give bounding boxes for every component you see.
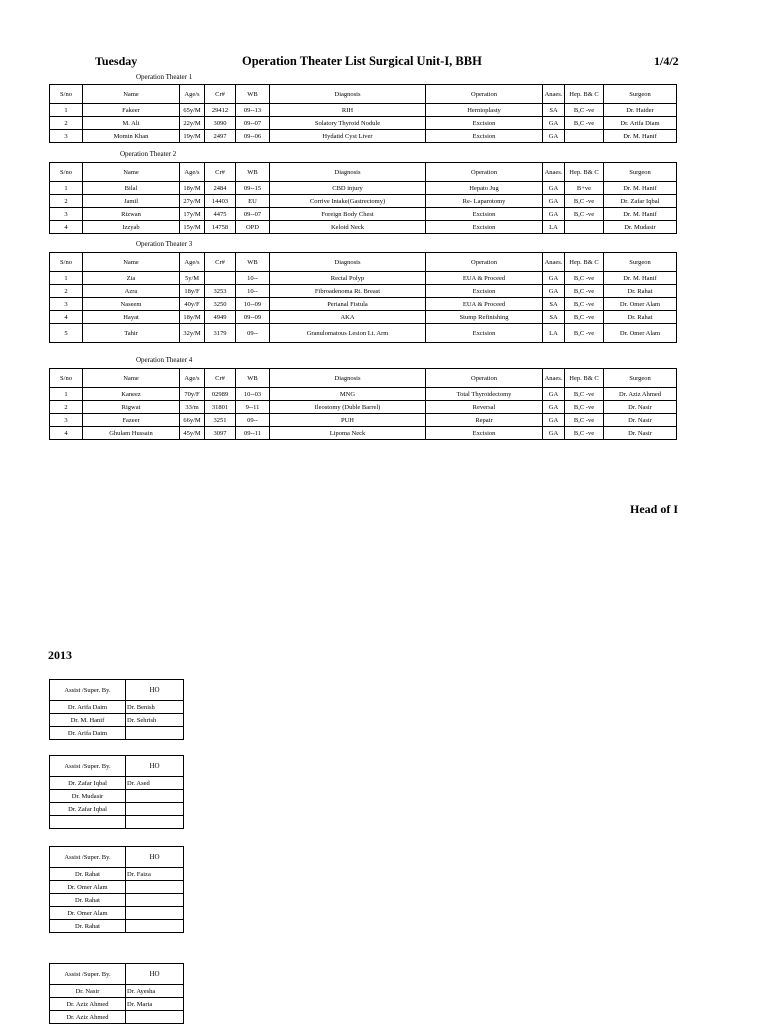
ho-cell [126, 790, 184, 803]
cell-surgeon: Dr. Omer Alam [604, 298, 677, 311]
assist-cell: Dr. Nasir [50, 985, 126, 998]
staff-table [49, 755, 184, 829]
ho-cell: Dr. Maria [126, 998, 184, 1011]
cell-hepatitis: B,C -ve [565, 195, 604, 208]
cell-operation: Excision [426, 324, 543, 343]
cell-name: M. Ali [83, 117, 180, 130]
staff-row [50, 985, 184, 998]
cell-surgeon: Dr. Rahat [604, 311, 677, 324]
cell-sno: 1 [50, 272, 83, 285]
cell-diagnosis: Rectal Polyp [270, 272, 426, 285]
cell-name: Naseem [83, 298, 180, 311]
assist-cell: Dr. Rahat [50, 868, 126, 881]
cell-hepatitis: B,C -ve [565, 104, 604, 117]
assist-cell: Dr. Aziz Ahmed [50, 1011, 126, 1024]
ho-header: HO [126, 964, 184, 985]
date-label: 1/4/2 [654, 54, 679, 68]
column-header-hepatitis: Hep. B& C [565, 85, 604, 104]
table-row [50, 208, 677, 221]
cell-diagnosis: Foreign Body Chest [270, 208, 426, 221]
cell-cr-number: 3250 [205, 298, 236, 311]
year-label: 2013 [48, 648, 72, 662]
cell-anaesthesia: GA [543, 195, 565, 208]
cell-diagnosis: CBD injury [270, 182, 426, 195]
cell-surgeon: Dr. Nasir [604, 414, 677, 427]
table-row [50, 414, 677, 427]
cell-age: 45y/M [180, 427, 205, 440]
table-row [50, 104, 677, 117]
table-header-row [50, 163, 677, 182]
cell-sno: 1 [50, 388, 83, 401]
cell-wb: 10--09 [236, 298, 270, 311]
staff-row [50, 803, 184, 816]
cell-hepatitis: B,C -ve [565, 427, 604, 440]
cell-cr-number: 3090 [205, 117, 236, 130]
theater-table [49, 252, 677, 343]
column-header-cr-number: Cr# [205, 369, 236, 388]
cell-anaesthesia: GA [543, 117, 565, 130]
cell-anaesthesia: GA [543, 208, 565, 221]
staff-header-row [50, 680, 184, 701]
cell-anaesthesia: SA [543, 298, 565, 311]
cell-wb: 09--13 [236, 104, 270, 117]
cell-operation: Excision [426, 221, 543, 234]
cell-sno: 1 [50, 182, 83, 195]
cell-name: Zia [83, 272, 180, 285]
cell-surgeon: Dr. Zafar Iqbal [604, 195, 677, 208]
staff-header-row [50, 756, 184, 777]
ho-header: HO [126, 680, 184, 701]
cell-cr-number: 2484 [205, 182, 236, 195]
cell-anaesthesia: SA [543, 311, 565, 324]
cell-cr-number: 2497 [205, 130, 236, 143]
cell-wb: 09--09 [236, 311, 270, 324]
cell-anaesthesia: GA [543, 272, 565, 285]
column-header-diagnosis: Diagnosis [270, 369, 426, 388]
cell-wb: 09-- [236, 414, 270, 427]
ho-cell: Dr. Ased [126, 777, 184, 790]
ho-cell [126, 881, 184, 894]
cell-sno: 3 [50, 298, 83, 311]
column-header-diagnosis: Diagnosis [270, 163, 426, 182]
cell-surgeon: Dr. Rahat [604, 285, 677, 298]
cell-operation: Reversal [426, 401, 543, 414]
column-header-cr-number: Cr# [205, 253, 236, 272]
cell-age: 40y/F [180, 298, 205, 311]
cell-age: 17y/M [180, 208, 205, 221]
theater-table [49, 84, 677, 143]
column-header-operation: Operation [426, 369, 543, 388]
cell-operation: Hepato Jug [426, 182, 543, 195]
cell-diagnosis: Keloid Neck [270, 221, 426, 234]
column-header-cr-number: Cr# [205, 163, 236, 182]
assist-cell: Dr. Arifa Daim [50, 701, 126, 714]
assist-cell [50, 816, 126, 829]
table-row [50, 298, 677, 311]
theater-table [49, 368, 677, 440]
cell-sno: 4 [50, 311, 83, 324]
ho-cell [126, 803, 184, 816]
cell-operation: Excision [426, 427, 543, 440]
ho-cell: Dr. Faiza [126, 868, 184, 881]
cell-name: Hayat [83, 311, 180, 324]
assist-super-header: Assist /Super. By. [50, 847, 126, 868]
staff-row [50, 727, 184, 740]
cell-name: Rigwat [83, 401, 180, 414]
cell-hepatitis: B+ve [565, 182, 604, 195]
column-header-wb: WB [236, 163, 270, 182]
cell-hepatitis: B,C -ve [565, 388, 604, 401]
column-header-surgeon: Surgeon [604, 85, 677, 104]
cell-hepatitis: B,C -ve [565, 311, 604, 324]
ho-cell [126, 907, 184, 920]
column-header-operation: Operation [426, 85, 543, 104]
cell-diagnosis: Solatory Thyroid Nodule [270, 117, 426, 130]
cell-anaesthesia: GA [543, 401, 565, 414]
column-header-anaesthesia: Anaes. [543, 163, 565, 182]
cell-surgeon: Dr. M. Hanif [604, 208, 677, 221]
cell-hepatitis: B,C -ve [565, 298, 604, 311]
cell-anaesthesia: GA [543, 285, 565, 298]
cell-hepatitis: B,C -ve [565, 117, 604, 130]
cell-cr-number: 4949 [205, 311, 236, 324]
assist-cell: Dr. Omer Alam [50, 881, 126, 894]
cell-cr-number [205, 272, 236, 285]
cell-name: Ghulam Hussain [83, 427, 180, 440]
table-row [50, 388, 677, 401]
cell-wb: 09--07 [236, 208, 270, 221]
cell-name: Fakeer [83, 104, 180, 117]
column-header-surgeon: Surgeon [604, 163, 677, 182]
cell-age: 15y/M [180, 221, 205, 234]
cell-hepatitis: B,C -ve [565, 285, 604, 298]
cell-age: 18y/M [180, 182, 205, 195]
cell-sno: 2 [50, 195, 83, 208]
cell-name: Azra [83, 285, 180, 298]
column-header-operation: Operation [426, 253, 543, 272]
cell-age: 33/m [180, 401, 205, 414]
staff-table [49, 846, 184, 933]
ho-header: HO [126, 756, 184, 777]
cell-sno: 3 [50, 130, 83, 143]
table-row [50, 272, 677, 285]
column-header-sno: S/no [50, 85, 83, 104]
cell-cr-number: 3251 [205, 414, 236, 427]
cell-name: Kaneez [83, 388, 180, 401]
table-row [50, 324, 677, 343]
cell-hepatitis: B,C -ve [565, 401, 604, 414]
table-row [50, 195, 677, 208]
column-header-hepatitis: Hep. B& C [565, 163, 604, 182]
cell-wb: 09--07 [236, 117, 270, 130]
staff-row [50, 714, 184, 727]
assist-cell: Dr. Rahat [50, 920, 126, 933]
staff-row [50, 920, 184, 933]
column-header-sno: S/no [50, 163, 83, 182]
assist-cell: Dr. Rahat [50, 894, 126, 907]
column-header-age: Age/s [180, 163, 205, 182]
theater-label: Operation Theater 2 [120, 150, 177, 158]
cell-anaesthesia: GA [543, 388, 565, 401]
cell-age: 66y/M [180, 414, 205, 427]
column-header-diagnosis: Diagnosis [270, 85, 426, 104]
cell-surgeon: Dr. Mudasir [604, 221, 677, 234]
cell-anaesthesia: GA [543, 427, 565, 440]
table-header-row [50, 369, 677, 388]
cell-wb: 09--15 [236, 182, 270, 195]
column-header-operation: Operation [426, 163, 543, 182]
column-header-wb: WB [236, 253, 270, 272]
column-header-cr-number: Cr# [205, 85, 236, 104]
cell-anaesthesia: LA [543, 221, 565, 234]
cell-operation: Repair [426, 414, 543, 427]
cell-hepatitis [565, 130, 604, 143]
cell-wb: 10-- [236, 272, 270, 285]
cell-diagnosis: Fibroadenoma Rt. Breast [270, 285, 426, 298]
assist-cell: Dr. Zafar Iqbal [50, 777, 126, 790]
cell-age: 19y/M [180, 130, 205, 143]
cell-sno: 2 [50, 285, 83, 298]
assist-cell: Dr. Aziz Ahmed [50, 998, 126, 1011]
cell-surgeon: Dr. Aziz Ahmed [604, 388, 677, 401]
assist-cell: Dr. Zafar Iqbal [50, 803, 126, 816]
cell-sno: 2 [50, 117, 83, 130]
theater-label: Operation Theater 4 [136, 356, 193, 364]
table-row [50, 182, 677, 195]
cell-surgeon: Dr. Arifa Diam [604, 117, 677, 130]
column-header-anaesthesia: Anaes. [543, 253, 565, 272]
cell-anaesthesia: SA [543, 104, 565, 117]
cell-hepatitis [565, 221, 604, 234]
cell-anaesthesia: GA [543, 414, 565, 427]
assist-super-header: Assist /Super. By. [50, 964, 126, 985]
column-header-surgeon: Surgeon [604, 369, 677, 388]
cell-wb: 10--03 [236, 388, 270, 401]
table-row [50, 311, 677, 324]
cell-operation: EUA & Proceed [426, 272, 543, 285]
cell-hepatitis: B,C -ve [565, 414, 604, 427]
document-title: Operation Theater List Surgical Unit-I, BBH [242, 54, 482, 68]
column-header-sno: S/no [50, 253, 83, 272]
staff-row [50, 881, 184, 894]
staff-row [50, 998, 184, 1011]
theater-label: Operation Theater 3 [136, 240, 193, 248]
column-header-name: Name [83, 369, 180, 388]
table-row [50, 221, 677, 234]
cell-surgeon: Dr. Haider [604, 104, 677, 117]
cell-surgeon: Dr. Omer Alam [604, 324, 677, 343]
cell-anaesthesia: LA [543, 324, 565, 343]
assist-cell: Dr. Mudasir [50, 790, 126, 803]
cell-diagnosis: AKA [270, 311, 426, 324]
column-header-age: Age/s [180, 369, 205, 388]
cell-cr-number: 29412 [205, 104, 236, 117]
theater-table [49, 162, 677, 234]
column-header-anaesthesia: Anaes. [543, 369, 565, 388]
table-row [50, 427, 677, 440]
cell-sno: 5 [50, 324, 83, 343]
staff-row [50, 816, 184, 829]
cell-operation: Re- Laparotomy [426, 195, 543, 208]
column-header-wb: WB [236, 369, 270, 388]
staff-header-row [50, 847, 184, 868]
staff-row [50, 777, 184, 790]
cell-cr-number: 31801 [205, 401, 236, 414]
table-header-row [50, 85, 677, 104]
cell-anaesthesia: GA [543, 182, 565, 195]
cell-surgeon: Dr. M. Hanif [604, 272, 677, 285]
assist-super-header: Assist /Super. By. [50, 680, 126, 701]
assist-cell: Dr. Omer Alam [50, 907, 126, 920]
ho-cell [126, 727, 184, 740]
cell-wb: 09--11 [236, 427, 270, 440]
cell-operation: Total Thyroidectomy [426, 388, 543, 401]
cell-age: 70y/F [180, 388, 205, 401]
column-header-hepatitis: Hep. B& C [565, 253, 604, 272]
cell-diagnosis: PUH [270, 414, 426, 427]
staff-row [50, 868, 184, 881]
table-row [50, 285, 677, 298]
cell-name: Rizwan [83, 208, 180, 221]
ho-cell [126, 1011, 184, 1024]
column-header-age: Age/s [180, 253, 205, 272]
cell-cr-number: 3097 [205, 427, 236, 440]
cell-hepatitis: B,C -ve [565, 208, 604, 221]
cell-surgeon: Dr. Nasir [604, 401, 677, 414]
cell-sno: 3 [50, 208, 83, 221]
assist-cell: Dr. Arifa Daim [50, 727, 126, 740]
column-header-sno: S/no [50, 369, 83, 388]
cell-wb: 9--11 [236, 401, 270, 414]
ho-header: HO [126, 847, 184, 868]
ho-cell: Dr. Benish [126, 701, 184, 714]
cell-cr-number: 4475 [205, 208, 236, 221]
ho-cell [126, 894, 184, 907]
cell-surgeon: Dr. M. Hanif [604, 182, 677, 195]
cell-operation: Excision [426, 285, 543, 298]
cell-name: Tahir [83, 324, 180, 343]
cell-diagnosis: Corrive Intake(Gastrectomy) [270, 195, 426, 208]
cell-wb: 09--06 [236, 130, 270, 143]
ho-cell: Dr. Sehrish [126, 714, 184, 727]
cell-age: 27y/M [180, 195, 205, 208]
cell-name: Izzyab [83, 221, 180, 234]
cell-age: 22y/M [180, 117, 205, 130]
cell-sno: 4 [50, 427, 83, 440]
ho-cell: Dr. Ayesha [126, 985, 184, 998]
cell-age: 32y/M [180, 324, 205, 343]
table-row [50, 401, 677, 414]
cell-hepatitis: B,C -ve [565, 272, 604, 285]
staff-row [50, 790, 184, 803]
column-header-diagnosis: Diagnosis [270, 253, 426, 272]
table-header-row [50, 253, 677, 272]
cell-name: Momin Khan [83, 130, 180, 143]
cell-wb: 10-- [236, 285, 270, 298]
assist-super-header: Assist /Super. By. [50, 756, 126, 777]
cell-name: Bilal [83, 182, 180, 195]
cell-surgeon: Dr. M. Hanif [604, 130, 677, 143]
column-header-name: Name [83, 253, 180, 272]
column-header-name: Name [83, 163, 180, 182]
head-of-unit-label: Head of I [630, 502, 678, 516]
cell-sno: 4 [50, 221, 83, 234]
cell-age: 18y/M [180, 311, 205, 324]
cell-operation: EUA & Proceed [426, 298, 543, 311]
cell-sno: 3 [50, 414, 83, 427]
column-header-age: Age/s [180, 85, 205, 104]
cell-cr-number: 14403 [205, 195, 236, 208]
day-label: Tuesday [95, 54, 138, 68]
staff-row [50, 894, 184, 907]
cell-name: Jamil [83, 195, 180, 208]
theater-label: Operation Theater 1 [136, 73, 193, 81]
staff-row [50, 907, 184, 920]
cell-cr-number: 14758 [205, 221, 236, 234]
table-row [50, 130, 677, 143]
ho-cell [126, 920, 184, 933]
cell-cr-number: 3179 [205, 324, 236, 343]
cell-hepatitis: B,C -ve [565, 324, 604, 343]
cell-sno: 2 [50, 401, 83, 414]
staff-row [50, 1011, 184, 1024]
cell-diagnosis: Ileostomy (Duble Barrel) [270, 401, 426, 414]
cell-age: 18y/F [180, 285, 205, 298]
cell-age: 5y/M [180, 272, 205, 285]
cell-operation: Excision [426, 117, 543, 130]
cell-wb: 09-- [236, 324, 270, 343]
table-row [50, 117, 677, 130]
cell-diagnosis: Lipoma Neck [270, 427, 426, 440]
column-header-name: Name [83, 85, 180, 104]
cell-operation: Excision [426, 130, 543, 143]
staff-header-row [50, 964, 184, 985]
cell-anaesthesia: GA [543, 130, 565, 143]
column-header-wb: WB [236, 85, 270, 104]
cell-operation: Excision [426, 208, 543, 221]
cell-diagnosis: RIH [270, 104, 426, 117]
cell-diagnosis: Hydatid Cyst Liver [270, 130, 426, 143]
staff-table [49, 679, 184, 740]
cell-cr-number: 02989 [205, 388, 236, 401]
cell-cr-number: 3253 [205, 285, 236, 298]
column-header-anaesthesia: Anaes. [543, 85, 565, 104]
ho-cell [126, 816, 184, 829]
cell-diagnosis: MNG [270, 388, 426, 401]
cell-diagnosis: Granulomatous Lesion Lt. Arm [270, 324, 426, 343]
cell-operation: Stump Refinishing [426, 311, 543, 324]
cell-diagnosis: Perianal Fistula [270, 298, 426, 311]
assist-cell: Dr. M. Hanif [50, 714, 126, 727]
column-header-hepatitis: Hep. B& C [565, 369, 604, 388]
column-header-surgeon: Surgeon [604, 253, 677, 272]
cell-wb: OPD [236, 221, 270, 234]
cell-operation: Hernioplasty [426, 104, 543, 117]
cell-name: Fazeer [83, 414, 180, 427]
cell-sno: 1 [50, 104, 83, 117]
staff-table [49, 963, 184, 1024]
cell-surgeon: Dr. Nasir [604, 427, 677, 440]
staff-row [50, 701, 184, 714]
cell-age: 65y/M [180, 104, 205, 117]
cell-wb: EU [236, 195, 270, 208]
